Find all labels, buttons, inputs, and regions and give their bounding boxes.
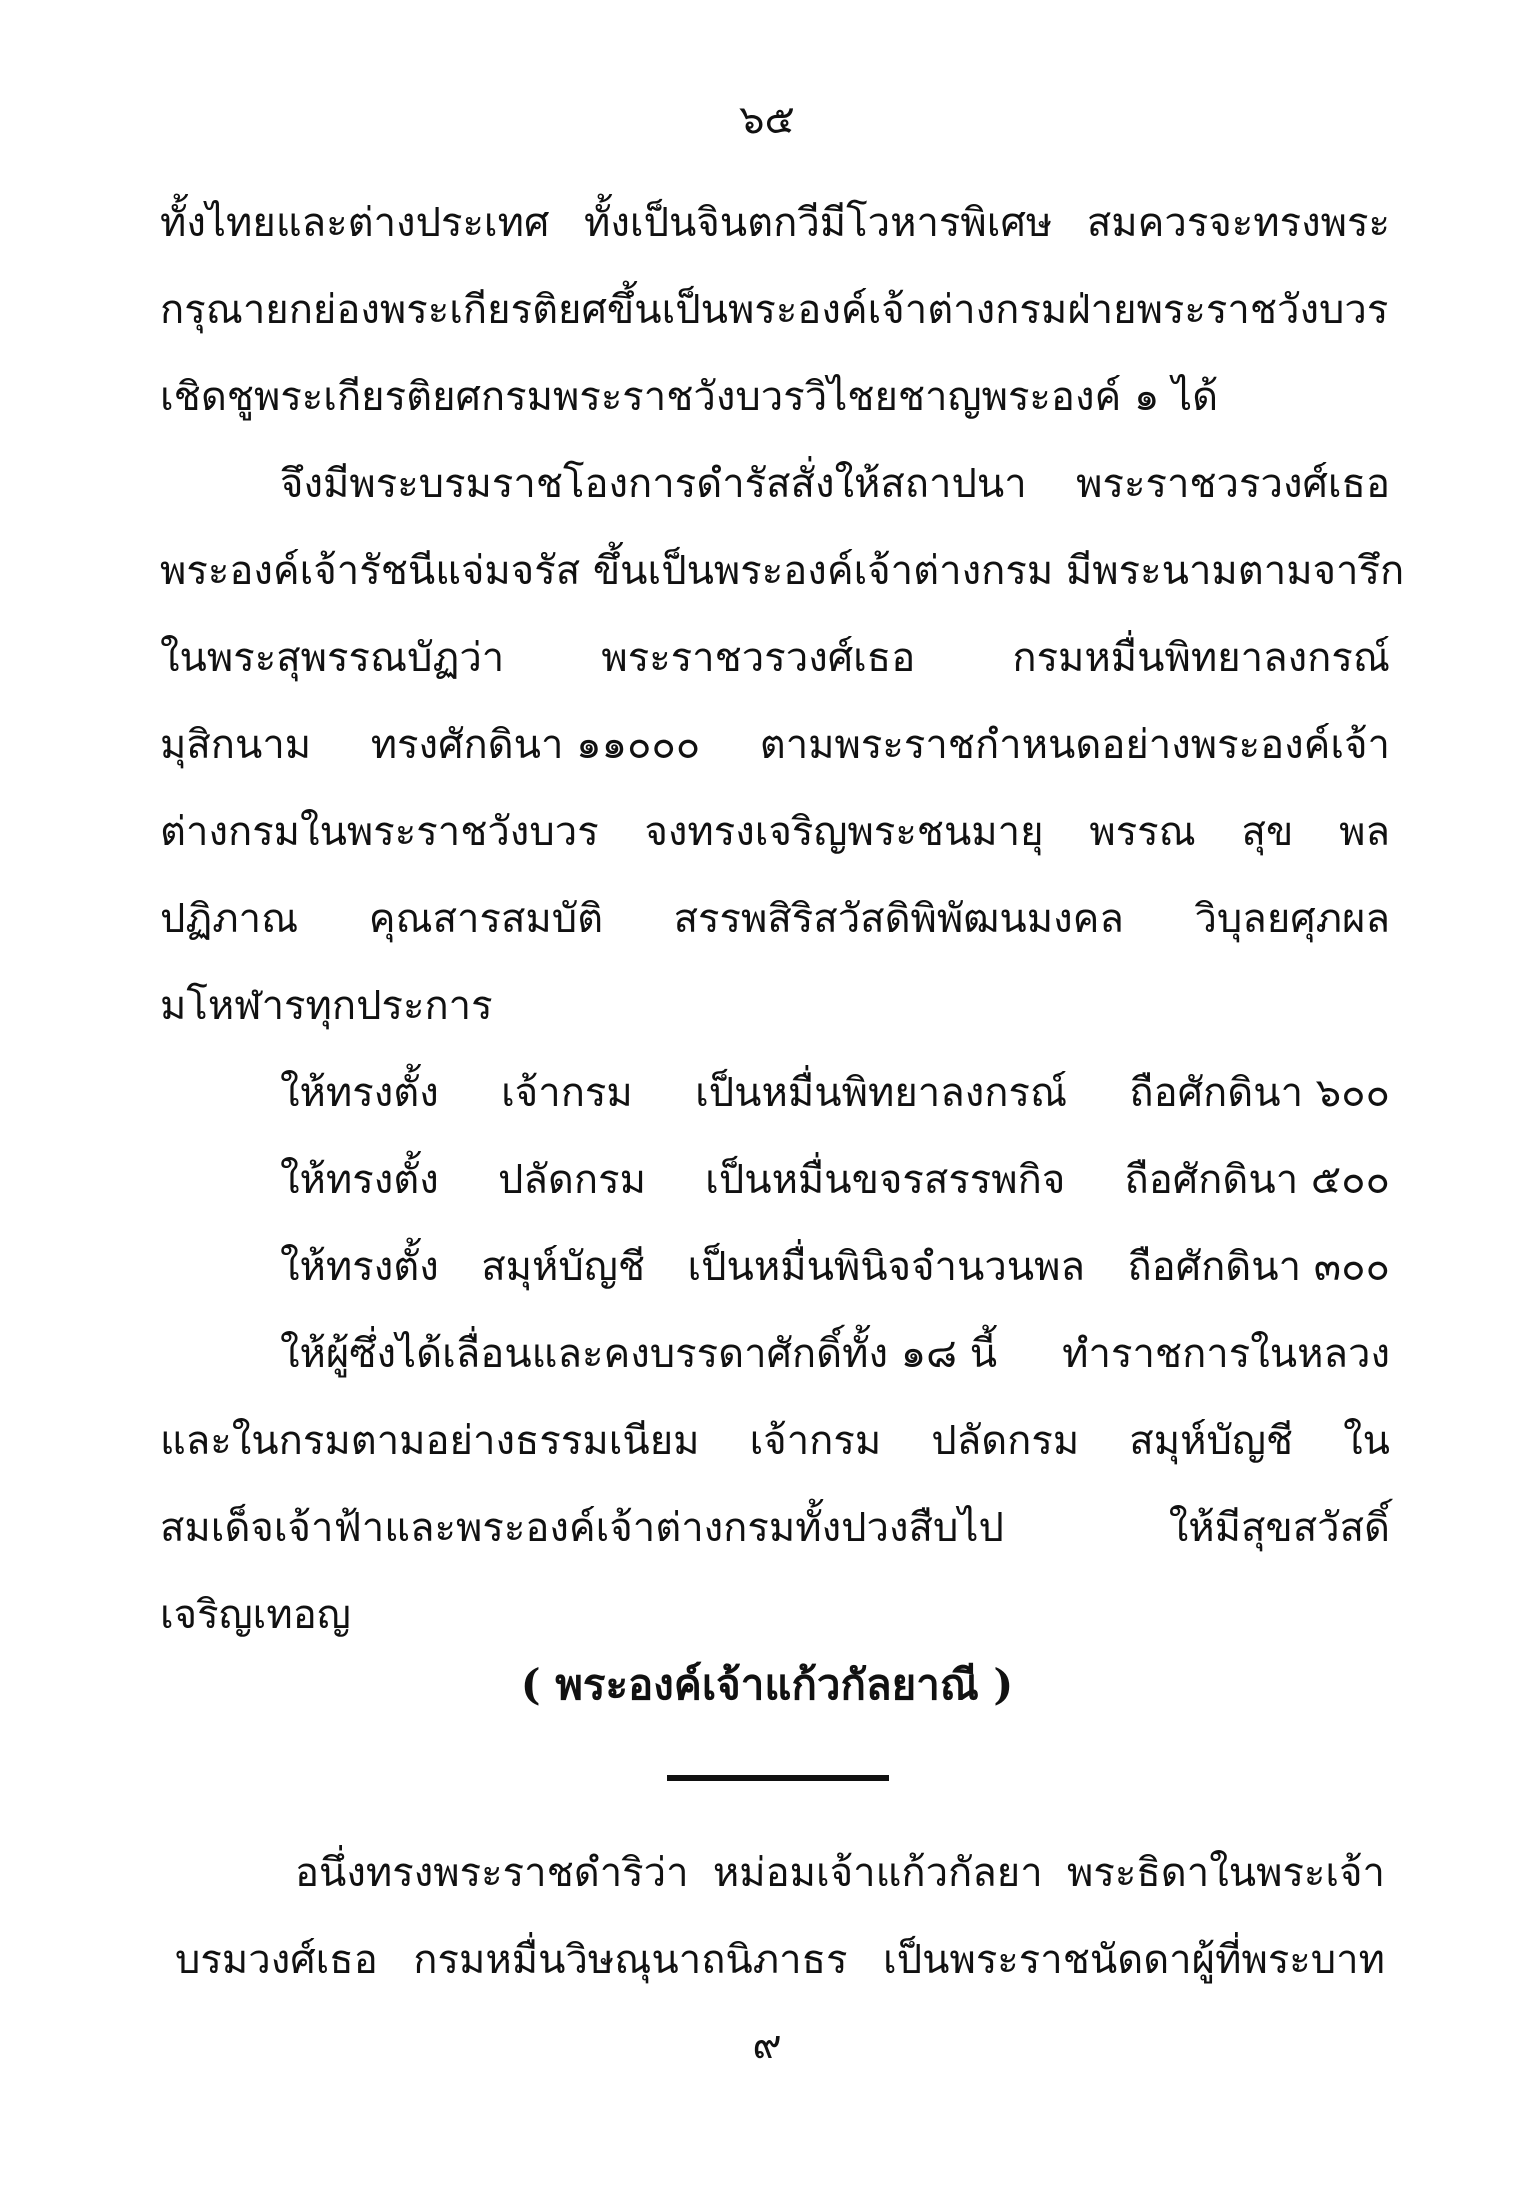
text-segment: ปลัดกรม bbox=[498, 1157, 646, 1203]
text-segment: หม่อมเจ้าแก้วกัลยา bbox=[712, 1850, 1043, 1896]
text-segment: สมุห์บัญชี bbox=[481, 1244, 646, 1290]
text-line bbox=[160, 963, 1390, 1050]
text-line bbox=[160, 1398, 1390, 1485]
text-segment: บรมวงศ์เธอ bbox=[175, 1937, 378, 1983]
text-line bbox=[160, 528, 1405, 615]
text-segment: วิบุลยศุภผล bbox=[1194, 896, 1390, 942]
text-segment: คุณสารสมบัติ bbox=[368, 896, 604, 942]
text-segment: ให้ผู้ซึ่งได้เลื่อนและคงบรรดาศักดิ์ทั้ง ๑๘ นี้ bbox=[280, 1331, 998, 1377]
text-segment: มุสิกนาม bbox=[160, 722, 312, 768]
footer-number: ๙ bbox=[752, 2022, 782, 2068]
text-line bbox=[160, 1137, 1390, 1224]
text-segment: เป็นหมื่นพินิจจำนวนพล bbox=[687, 1244, 1086, 1290]
text-line bbox=[160, 267, 1390, 354]
text-segment: พรรณ bbox=[1089, 809, 1196, 855]
text-segment: ปฏิภาณ bbox=[160, 896, 299, 942]
text-line bbox=[160, 876, 1390, 963]
text-segment: ถือศักดินา ๕๐๐ bbox=[1124, 1157, 1390, 1203]
text-segment: สุข bbox=[1241, 809, 1294, 855]
text-segment: กรมหมื่นพิทยาลงกรณ์ bbox=[1012, 635, 1390, 681]
text-segment: กรมหมื่นวิษณุนาถนิภาธร bbox=[413, 1937, 848, 1983]
text-line bbox=[160, 354, 1390, 441]
text-segment: สมุห์บัญชี bbox=[1129, 1418, 1294, 1464]
text-line bbox=[160, 1050, 1390, 1137]
text-segment: ให้ทรงตั้ง bbox=[280, 1070, 439, 1116]
text-line bbox=[160, 441, 1390, 528]
text-segment: สรรพสิริสวัสดิพิพัฒนมงคล bbox=[673, 896, 1124, 942]
text-segment: พล bbox=[1339, 809, 1390, 855]
text-line bbox=[160, 180, 1390, 267]
text-line bbox=[160, 1311, 1390, 1398]
text-segment: ต่างกรมในพระราชวังบวร bbox=[160, 809, 599, 855]
text-segment: พระธิดาในพระเจ้า bbox=[1067, 1850, 1385, 1896]
text-segment: สมควรจะทรงพระ bbox=[1086, 200, 1390, 246]
text-line bbox=[160, 1485, 1390, 1572]
text-segment: มโหฬารทุกประการ bbox=[160, 983, 493, 1029]
text-segment: เป็นหมื่นพิทยาลงกรณ์ bbox=[695, 1070, 1068, 1116]
text-segment: ตามพระราชกำหนดอย่างพระองค์เจ้า bbox=[759, 722, 1390, 768]
text-line bbox=[160, 789, 1390, 876]
section-heading: ( พระองค์เจ้าแก้วกัลยาณี ) bbox=[520, 1660, 1014, 1709]
text-line bbox=[160, 1572, 1390, 1659]
text-segment: อนึ่งทรงพระราชดำริว่า bbox=[295, 1850, 689, 1896]
text-segment: ให้ทรงตั้ง bbox=[280, 1244, 439, 1290]
text-segment: ถือศักดินา ๖๐๐ bbox=[1129, 1070, 1390, 1116]
text-segment: ให้ทรงตั้ง bbox=[280, 1157, 439, 1203]
text-segment: สมเด็จเจ้าฟ้าและพระองค์เจ้าต่างกรมทั้งปวงสืบไป bbox=[160, 1505, 1004, 1551]
text-segment: ถือศักดินา ๓๐๐ bbox=[1127, 1244, 1390, 1290]
body-text-continued bbox=[175, 1830, 1385, 2004]
text-segment: จึงมีพระบรมราชโองการดำรัสสั่งให้สถาปนา bbox=[280, 461, 1027, 507]
text-segment: เป็นหมื่นขจรสรรพกิจ bbox=[705, 1157, 1066, 1203]
text-segment: ทั้งไทยและต่างประเทศ bbox=[160, 200, 550, 246]
text-line bbox=[160, 615, 1390, 702]
text-segment: ทรงศักดินา ๑๑๐๐๐ bbox=[370, 722, 701, 768]
page-number: ๖๕ bbox=[739, 97, 795, 143]
horizontal-rule bbox=[667, 1775, 889, 1781]
text-segment: ปลัดกรม bbox=[931, 1418, 1080, 1464]
text-segment: ใน bbox=[1343, 1418, 1390, 1464]
text-segment: เป็นพระราชนัดดาผู้ที่พระบาท bbox=[883, 1937, 1385, 1983]
text-segment: กรุณายกย่องพระเกียรติยศขึ้นเป็นพระองค์เจ้าต่างกรมฝ่ายพระราชวังบวร bbox=[160, 287, 1389, 333]
text-line bbox=[160, 1224, 1390, 1311]
text-segment: ให้มีสุขสวัสดิ์ bbox=[1168, 1505, 1390, 1551]
text-segment: เจ้ากรม bbox=[501, 1070, 633, 1116]
text-segment: ทำราชการในหลวง bbox=[1062, 1331, 1390, 1377]
text-segment: ในพระสุพรรณบัฏว่า bbox=[160, 635, 505, 681]
text-line bbox=[160, 702, 1390, 789]
text-segment: เชิดชูพระเกียรติยศกรมพระราชวังบวรวิไชยชาญพระองค์ ๑ ได้ bbox=[160, 374, 1219, 420]
text-segment: เจริญเทอญ bbox=[160, 1592, 351, 1638]
body-text bbox=[160, 180, 1405, 1659]
text-segment: พระราชวรวงศ์เธอ bbox=[601, 635, 916, 681]
text-segment: เจ้ากรม bbox=[749, 1418, 882, 1464]
text-segment: และในกรมตามอย่างธรรมเนียม bbox=[160, 1418, 700, 1464]
text-segment: พระราชวรวงศ์เธอ bbox=[1076, 461, 1390, 507]
text-segment: พระองค์เจ้ารัชนีแจ่มจรัส ขึ้นเป็นพระองค์เจ้าต่างกรม มีพระนามตามจารึก bbox=[160, 548, 1405, 594]
text-segment: จงทรงเจริญพระชนมายุ bbox=[644, 809, 1044, 855]
text-line bbox=[175, 1830, 1385, 1917]
text-segment: ทั้งเป็นจินตกวีมีโวหารพิเศษ bbox=[584, 200, 1053, 246]
text-line bbox=[175, 1917, 1385, 2004]
